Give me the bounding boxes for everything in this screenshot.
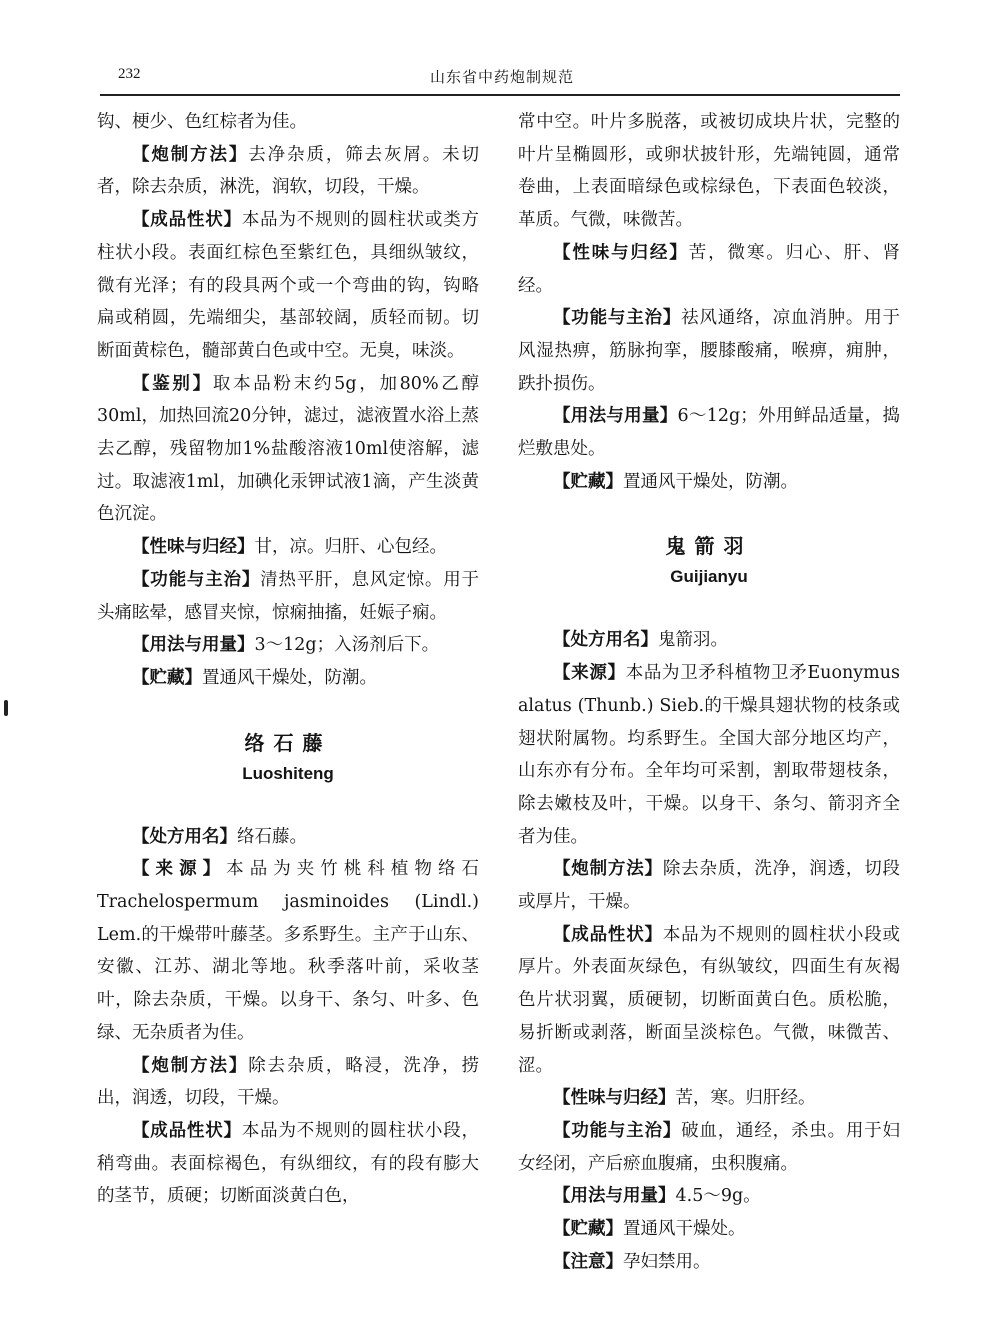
entry-heading: 【用法与用量】 — [553, 1186, 676, 1207]
entry-text: 除去杂质，略浸，洗净，捞出，润透，切段，干燥。 — [97, 1055, 480, 1109]
paragraph — [518, 919, 900, 1083]
paragraph — [518, 1246, 900, 1279]
entry-text: 祛风通络，凉血消肿。用于风湿热痹，筋脉拘挛，腰膝酸痛，喉痹，痈肿，跌扑损伤。 — [518, 308, 901, 394]
entry-heading: 【性味与归经】 — [553, 1088, 676, 1109]
entry-heading: 【贮藏】 — [132, 667, 202, 688]
entry-heading: 【用法与用量】 — [132, 635, 255, 656]
entry-heading: 【炮制方法】 — [553, 859, 663, 880]
entry-heading: 【功能与主治】 — [553, 1120, 682, 1141]
entry-text: 除去杂质，洗净，润透，切段或厚片，干燥。 — [518, 859, 901, 913]
entry-text: 取本品粉末约5g，加80%乙醇30ml，加热回流20分钟，滤过，滤液置水浴上蒸去乙醇，残留物加1%盐酸溶液10ml使溶解，滤过。取滤液1ml，加碘化汞钾试液1滴，产生淡黄色沉淀。 — [97, 373, 480, 525]
entry-heading: 【成品性状】 — [132, 1120, 242, 1141]
paragraph — [518, 400, 900, 465]
entry-text: 甘，凉。归肝、心包经。 — [254, 537, 447, 558]
entry-text: 置通风干燥处，防潮。 — [202, 667, 377, 688]
left-column — [97, 106, 479, 1213]
page-header — [112, 62, 898, 92]
paragraph — [518, 302, 900, 400]
paragraph: 钩、梗少、色红棕者为佳。 — [97, 112, 307, 132]
spacer — [97, 789, 479, 821]
paragraph — [518, 1082, 900, 1115]
entry-text: 置通风干燥处，防潮。 — [623, 471, 798, 492]
entry-heading: 【处方用名】 — [553, 630, 658, 651]
entry-text: 破血，通经，杀虫。用于妇女经闭，产后瘀血腹痛，虫积腹痛。 — [518, 1120, 901, 1174]
entry-text: 本品为不规则的圆柱状小段，稍弯曲。表面棕褐色，有纵细纹，有的段有膨大的茎节，质硬；切断面淡黄白色， — [97, 1120, 480, 1207]
entry-text: 去净杂质，筛去灰屑。未切者，除去杂质，淋洗，润软，切段，干燥。 — [97, 144, 480, 198]
entry-heading: 【功能与主治】 — [132, 569, 261, 590]
paragraph — [518, 1180, 900, 1213]
entry-heading: 【注意】 — [553, 1251, 623, 1272]
paragraph — [97, 139, 479, 204]
paragraph — [518, 624, 900, 657]
paragraph — [97, 204, 479, 368]
entry-text: 孕妇禁用。 — [623, 1251, 711, 1272]
entry-text: 清热平肝，息风定惊。用于头痛眩晕，感冒夹惊，惊痫抽搐，妊娠子痫。 — [97, 569, 480, 623]
entry-heading: 【成品性状】 — [553, 924, 663, 945]
entry-heading: 【贮藏】 — [553, 1219, 623, 1240]
herb-title: 鬼箭羽 — [665, 534, 753, 559]
entry-heading: 【贮藏】 — [553, 471, 623, 492]
paragraph — [97, 531, 479, 564]
herb-pinyin: Luoshiteng — [242, 763, 334, 783]
entry-heading: 【性味与归经】 — [132, 537, 255, 558]
paragraph — [97, 564, 479, 629]
paragraph — [97, 662, 479, 695]
margin-mark — [4, 700, 8, 716]
entry-text: 本品为不规则的圆柱状或类方柱状小段。表面红棕色至紫红色，具细纵皱纹，微有光泽；有的段具两个或一个弯曲的钩，钩略扁或稍圆，先端细尖，基部较阔，质轻而韧。切断面黄棕色，髓部黄白色或中空。无臭，味淡。 — [97, 210, 480, 361]
entry-text: 苦，微寒。归心、肝、肾经。 — [518, 242, 901, 296]
entry-heading: 【用法与用量】 — [553, 406, 678, 427]
header-rule — [100, 94, 900, 96]
paragraph — [97, 1050, 479, 1115]
paragraph — [97, 821, 479, 854]
entry-heading: 【炮制方法】 — [132, 144, 249, 165]
entry-text: 3～12g；入汤剂后下。 — [254, 635, 440, 656]
paragraph — [518, 237, 900, 302]
entry-heading: 【鉴别】 — [132, 373, 213, 394]
entry-heading: 【炮制方法】 — [132, 1055, 249, 1076]
paragraph — [518, 853, 900, 918]
paragraph — [518, 1115, 900, 1180]
entry-text: 鬼箭羽。 — [658, 630, 728, 651]
right-column — [518, 106, 900, 1279]
herb-pinyin: Guijianyu — [670, 567, 748, 587]
entry-heading: 【来源】 — [553, 663, 626, 684]
entry-text: 置通风干燥处。 — [623, 1219, 746, 1240]
paragraph: 常中空。叶片多脱落，或被切成块片状，完整的叶片呈椭圆形，或卵状披针形，先端钝圆，通常卷曲，上表面暗绿色或棕绿色，下表面色较淡，革质。气微，味微苦。 — [518, 112, 900, 231]
entry-heading: 【来源】 — [132, 859, 227, 880]
entry-text: 本品为夹竹桃科植物络石Trachelospermum jasminoides (Lindl.) Lem.的干燥带叶藤茎。多系野生。主产于山东、安徽、江苏、湖北等地。秋季落叶前，采收茎叶，除去杂质，干燥。以身干、条匀、叶多、色绿、无杂质者为佳。 — [97, 859, 480, 1043]
paragraph — [518, 466, 900, 499]
running-title: 山东省中药炮制规范 — [430, 68, 575, 86]
page-number: 232 — [118, 66, 141, 82]
herb-title: 络石藤 — [244, 730, 332, 755]
entry-heading: 【处方用名】 — [132, 826, 237, 847]
paragraph — [97, 853, 479, 1049]
entry-text: 6～12g；外用鲜品适量，捣烂敷患处。 — [518, 406, 900, 460]
spacer — [518, 592, 900, 624]
paragraph — [518, 1213, 900, 1246]
entry-text: 络石藤。 — [237, 826, 307, 847]
entry-text: 本品为不规则的圆柱状小段或厚片。外表面灰绿色，有纵皱纹，四面生有灰褐色片状羽翼，质硬韧，切断面黄白色。质松脆，易折断或剥落，断面呈淡棕色。气微，味微苦、涩。 — [518, 924, 901, 1076]
paragraph — [97, 1115, 479, 1213]
spacer — [518, 498, 900, 530]
spacer — [97, 695, 479, 727]
entry-heading: 【性味与归经】 — [553, 242, 689, 263]
paragraph — [97, 629, 479, 662]
entry-heading: 【功能与主治】 — [553, 308, 682, 329]
paragraph — [518, 657, 900, 853]
paragraph — [97, 368, 479, 532]
entry-text: 本品为卫矛科植物卫矛Euonymus alatus (Thunb.) Sieb.的干燥具翅状物的枝条或翅状附属物。均系野生。全国大部分地区均产，山东亦有分布。全年均可采割，割取带翅枝条，除去嫩枝及叶，干燥。以身干、条匀、箭羽齐全者为佳。 — [518, 663, 900, 847]
entry-text: 苦，寒。归肝经。 — [675, 1088, 816, 1109]
entry-text: 4.5～9g。 — [675, 1186, 761, 1207]
entry-heading: 【成品性状】 — [132, 210, 242, 231]
